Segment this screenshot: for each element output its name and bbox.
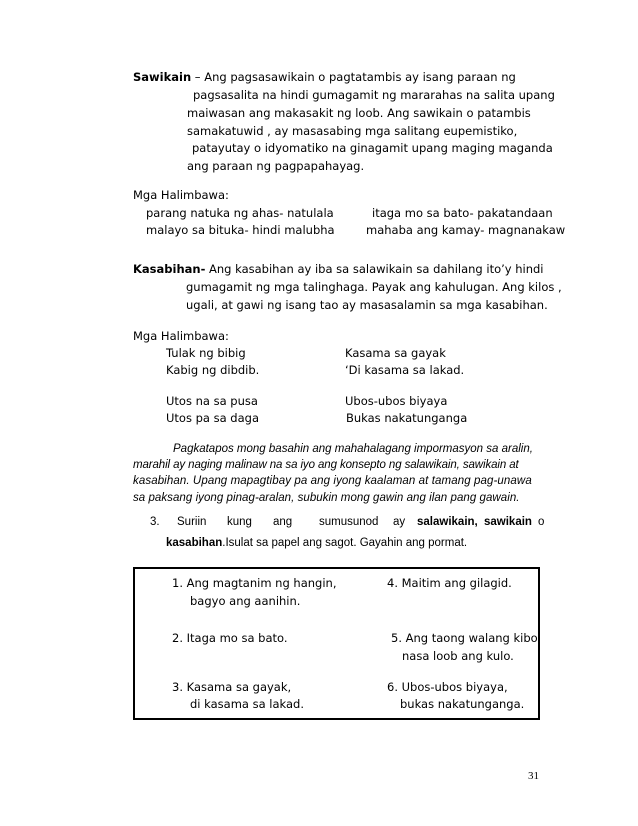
halimbawa2-row-2-left: Kabig ng dibdib. — [166, 363, 260, 377]
sawikain-line-2: pagsasalita na hindi gumagamit ng mararahas na salita upang — [193, 88, 555, 102]
kasabihan-term: Kasabihan- — [133, 262, 206, 276]
paragraph-line-2: marahil ay naging malinaw na sa iyo ang konsepto ng salawikain, sawikain at — [133, 459, 519, 471]
instruction-o: o — [538, 516, 545, 528]
paragraph-line-1: Pagkatapos mong basahin ang mahahalagang impormasyon sa aralin, — [173, 443, 533, 455]
item-5-line-2: nasa loob ang kulo. — [402, 649, 514, 663]
paragraph-line-3: kasabihan. Upang mapagtibay pa ang iyong kaalaman at tamang pag-unawa — [133, 475, 532, 487]
halimbawa1-row-2-left: malayo sa bituka- hindi malubha — [146, 223, 335, 237]
instruction-word-5: ay — [393, 516, 406, 528]
instruction-rest: .Isulat sa papel ang sagot. Gayahin ang pormat. — [222, 537, 468, 549]
kasabihan-line-2: gumagamit ng mga talinghaga. Payak ang kahulugan. Ang kilos , — [186, 280, 562, 294]
halimbawa2-row-2-right: ‘Di kasama sa lakad. — [345, 363, 465, 377]
sawikain-line-3: maiwasan ang makasakit ng loob. Ang sawikain o patambis — [187, 106, 531, 120]
item-3-line-2: di kasama sa lakad. — [190, 697, 304, 711]
instruction-word-4: sumusunod — [319, 516, 379, 528]
halimbawa2-row-4-left: Utos pa sa daga — [166, 411, 259, 425]
instruction-sawikain: sawikain — [484, 516, 532, 528]
kasabihan-text-1: Ang kasabihan ay iba sa salawikain sa dahilang ito’y hindi — [205, 262, 544, 276]
sawikain-line-6: ang paraan ng pagpapahayag. — [187, 159, 365, 173]
kasabihan-line-3: ugali, at gawi ng isang tao ay masasalamin sa mga kasabihan. — [186, 298, 548, 312]
halimbawa-heading-2: Mga Halimbawa: — [133, 329, 229, 343]
item-2-line-1: 2. Itaga mo sa bato. — [172, 631, 288, 645]
item-1-line-1: 1. Ang magtanim ng hangin, — [172, 576, 337, 590]
instruction-kasabihan: kasabihan — [166, 537, 223, 549]
sawikain-text-1: – Ang pagsasawikain o pagtatambis ay isang paraan ng — [191, 70, 516, 84]
halimbawa2-row-4-right: Bukas nakatunganga — [346, 411, 468, 425]
halimbawa1-row-2-right: mahaba ang kamay- magnanakaw — [366, 223, 566, 237]
page-number: 31 — [528, 770, 539, 782]
instruction-number: 3. — [150, 516, 160, 528]
halimbawa2-row-1-right: Kasama sa gayak — [345, 346, 446, 360]
item-6-line-1: 6. Ubos-ubos biyaya, — [387, 680, 508, 694]
item-1-line-2: bagyo ang aanihin. — [190, 594, 301, 608]
instruction-word-3: ang — [273, 516, 293, 528]
instruction-word-2: kung — [227, 516, 252, 528]
sawikain-term: Sawikain — [133, 70, 192, 84]
halimbawa2-row-3-left: Utos na sa pusa — [166, 394, 258, 408]
item-5-line-1: 5. Ang taong walang kibo — [391, 631, 538, 645]
halimbawa2-row-3-right: Ubos-ubos biyaya — [345, 394, 448, 408]
halimbawa-heading-1: Mga Halimbawa: — [133, 188, 229, 202]
instruction-word-1: Suriin — [177, 516, 207, 528]
sawikain-line-5: patayutay o idyomatiko na ginagamit upang maging maganda — [192, 141, 553, 155]
halimbawa1-row-1-right: itaga mo sa bato- pakatandaan — [372, 206, 553, 220]
paragraph-line-4: sa paksang iyong pinag-aralan, subukin mong gawin ang ilan pang gawain. — [133, 492, 520, 504]
item-6-line-2: bukas nakatunganga. — [400, 697, 525, 711]
instruction-salawikain: salawikain, — [417, 516, 478, 528]
kasabihan-line-1 — [133, 262, 544, 277]
sawikain-line-4: samakatuwid , ay masasabing mga salitang eupemistiko, — [187, 124, 518, 138]
instruction-line-2 — [166, 536, 467, 551]
halimbawa1-row-1-left: parang natuka ng ahas- natulala — [146, 206, 334, 220]
item-4-line-1: 4. Maitim ang gilagid. — [387, 576, 512, 590]
halimbawa2-row-1-left: Tulak ng bibig — [166, 346, 246, 360]
sawikain-line-1 — [133, 70, 516, 85]
item-3-line-1: 3. Kasama sa gayak, — [172, 680, 292, 694]
